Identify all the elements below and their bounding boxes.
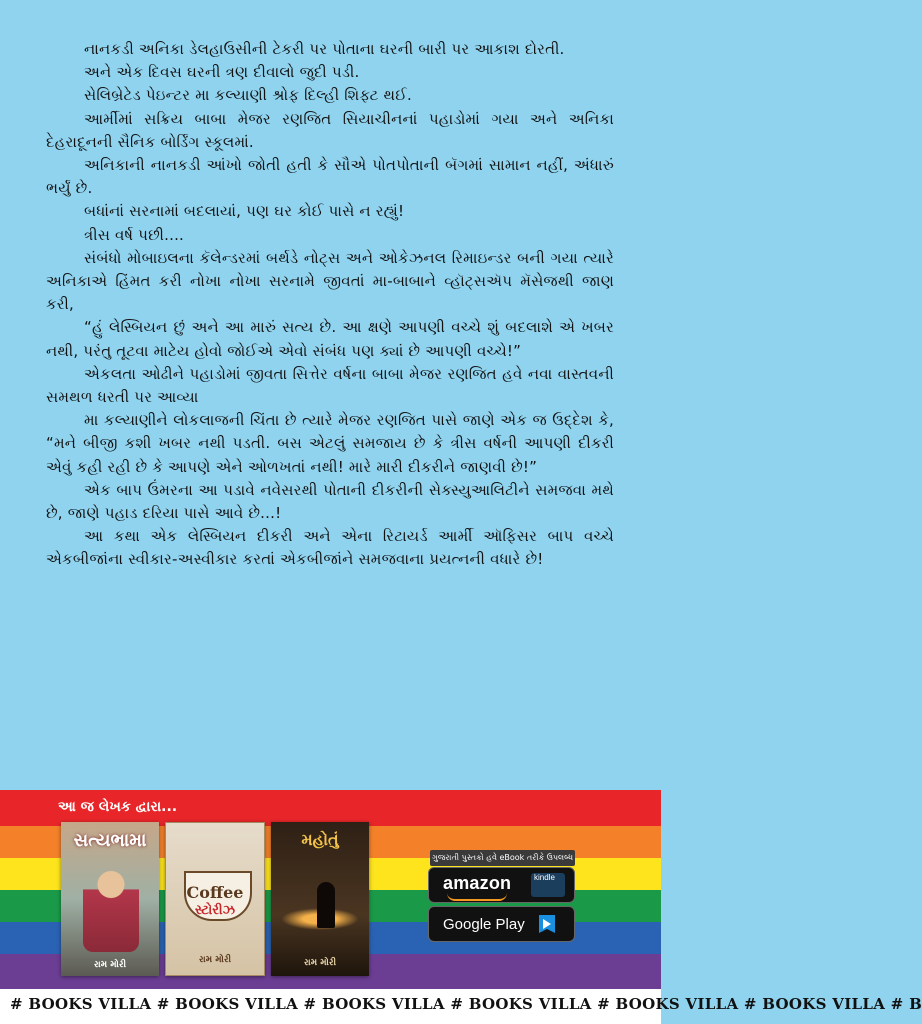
google-play-label: Google Play — [443, 916, 525, 933]
amazon-smile-icon — [447, 893, 507, 901]
blurb-paragraph: નાનકડી અનિકા ડેલહાઉસીની ટેકરી પર પોતાના ઘરની બારી પર આકાશ દોરતી. — [84, 40, 565, 58]
blurb-paragraph: એકલતા ઓઢીને પહાડોમાં જીવતા સિત્તેર વર્ષના બાબા મેજર રણજિત હવે નવા વાસ્તવની સમથળ ધરતી પર આવ્યા — [46, 364, 614, 407]
google-play-button[interactable] — [428, 906, 575, 942]
book-title: Coffee — [186, 883, 244, 902]
blurb-paragraph: અનિકાની નાનકડી આંખો જોતી હતી કે સૌએ પોતપોતાની બૅગમાં સામાન નહીં, અંધારું ભર્યું છે. — [46, 156, 614, 198]
silhouette-sunset-icon — [317, 882, 335, 928]
blurb-paragraph: અને એક દિવસ ઘરની ત્રણ દીવાલો જુદી પડી. — [84, 63, 360, 82]
book-author: રામ મોરી — [198, 955, 232, 965]
blurb-paragraph: મા કલ્યાણીને લોકલાજની ચિંતા છે ત્યારે મેજર રણજિત પાસે જાણે એક જ ઉદ્દેશ કે, “મને બીજી કશી ખબર નથી પડતી. બસ એટલું સમજાય છે કે ત્રીસ વર્ષની આપણી દીકરી એવું કહી રહી છે કે આપણે એને ઓળખતાં નથી! મારે મારી દીકરીને જાણવી છે!” — [46, 411, 614, 476]
amazon-logo-text: amazon — [443, 873, 512, 893]
kindle-label: kindle — [534, 873, 555, 882]
book-title: સત્યભામા — [73, 830, 147, 851]
footer-banner — [0, 986, 922, 1024]
book-author: રામ મોરી — [93, 960, 127, 970]
amazon-kindle-button[interactable] — [428, 867, 575, 903]
book-title: મહોતું — [301, 830, 339, 849]
blurb-paragraph: “હું લેસ્બિયન છું અને આ મારું સત્ય છે. આ ક્ષણે આપણી વચ્ચે શું બદલાશે એ ખબર નથી, પરંતુ તૂટવા માટેય હોવો જોઈએ એવો સંબંધ પણ ક્યાં છે આપણી વચ્ચે!” — [46, 318, 614, 360]
woman-portrait-icon — [83, 862, 139, 952]
book-cover-coffee-stories — [165, 822, 265, 976]
blurb-paragraph: સેલિબ્રેટેડ પેઇન્ટર મા કલ્યાણી શ્રોફ દિલ્હી શિફ્ટ થઈ. — [84, 86, 412, 105]
blurb-paragraph: ત્રીસ વર્ષ પછી.... — [84, 225, 185, 244]
blurb-paragraph: સંબંધો મોબાઇલના કૅલેન્ડરમાં બર્થડે નોટ્સ અને ઓકેઝનલ રિમાઇન્ડર બની ગયા ત્યારે અનિકાએ હિંમત કરી નોખા નોખા સરનામે જીવતાં મા-બાબાને વ્હૉટ્સઍપ મૅસેજથી જાણ કરી, — [46, 248, 614, 314]
publisher-repeat-text: # BOOKS VILLA # BOOKS VILLA # BOOKS VILLA # BOOKS VILLA # BOOKS VILLA # BOOKS VILLA # B — [10, 995, 922, 1013]
book-title-subtitle: સ્ટોરીઝ — [194, 903, 236, 918]
book-author: રામ મોરી — [303, 958, 337, 968]
blurb-paragraph: બધાંનાં સરનામાં બદલાયાં, પણ ઘર કોઈ પાસે ન રહ્યું! — [84, 202, 405, 221]
google-play-books-icon — [537, 913, 557, 935]
blurb-paragraph: આ કથા એક લેસ્બિયન દીકરી અને એના રિટાયર્ડ આર્મી ઑફિસર બાપ વચ્ચે એકબીજાંના સ્વીકાર-અસ્વીકાર કરતાં એકબીજાંને સમજવાના પ્રયત્નની વધારે છે! — [46, 527, 614, 569]
blurb-paragraph: એક બાપ ઉંમરના આ પડાવે નવેસરથી પોતાની દીકરીની સેક્સ્યુઆલિટીને સમજવા મથે છે, જાણે પહાડ દરિયા પાસે આવે છે...! — [46, 480, 614, 523]
blurb-paragraph: આર્મીમાં સક્રિય બાબા મેજર રણજિત સિયાચીનનાં પહાડોમાં ગયા અને અનિકા દેહરાદૂનની સૈનિક બોર્ડિંગ સ્કૂલમાં. — [46, 109, 614, 151]
same-author-heading: આ જ લેખક દ્વારા... — [58, 799, 178, 815]
ebook-availability-label: ગુજરાતી પુસ્તકો હવે eBook તરીકે ઉપલબ્ધ — [430, 850, 575, 866]
book-cover-mahotu — [271, 822, 369, 976]
back-cover-blurb — [46, 38, 614, 572]
book-cover-satyabhama — [61, 822, 159, 976]
